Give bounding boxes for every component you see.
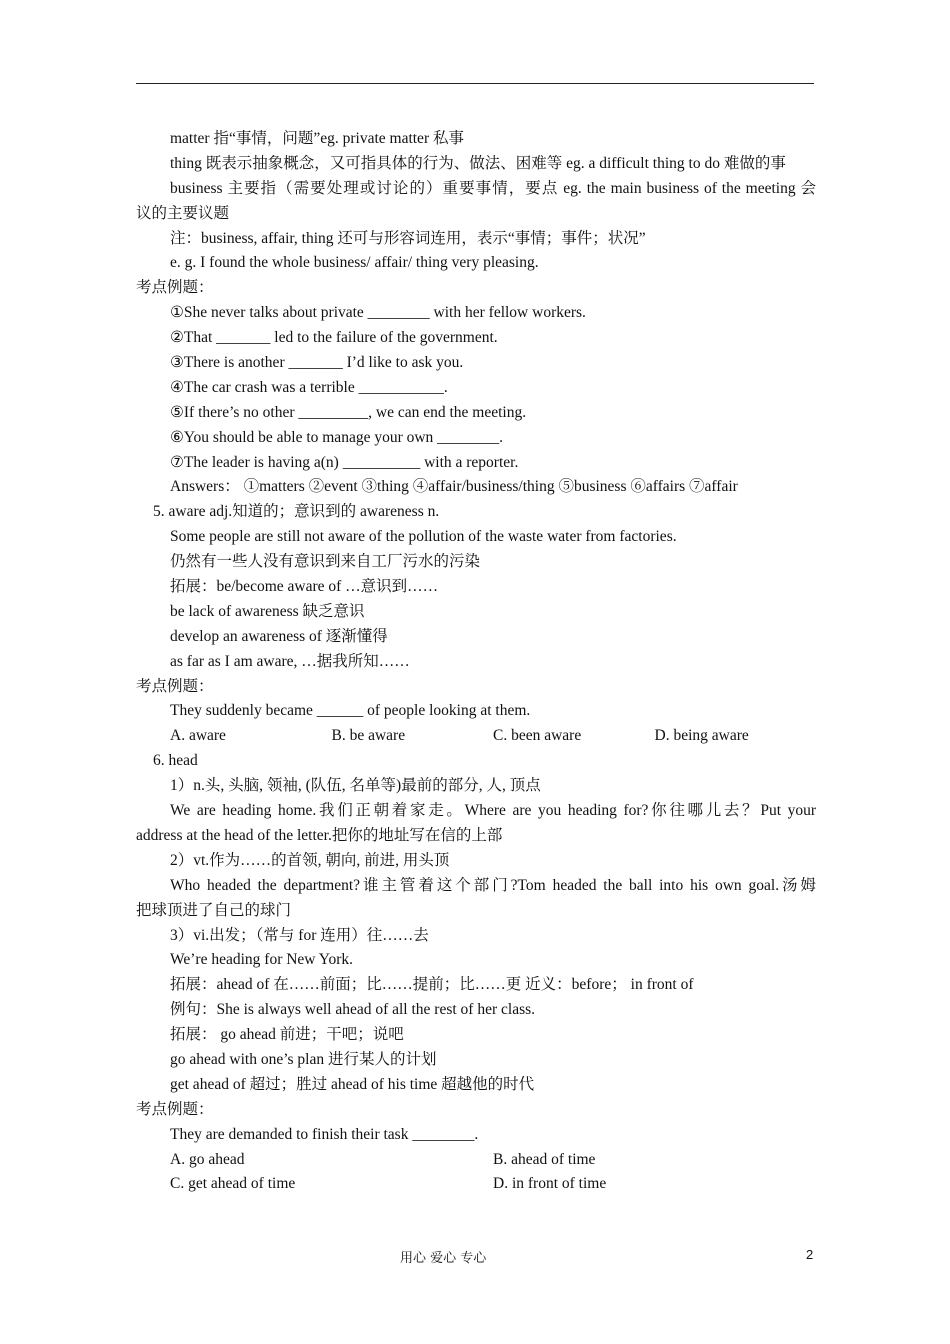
option-a: A. go ahead [170, 1150, 245, 1168]
text-line: 2）vt.作为……的首领, 朝向, 前进, 用头顶 [170, 851, 450, 869]
option-b: B. be aware [331, 727, 406, 745]
section-heading: 考点例题： [136, 279, 214, 297]
text-line: 注：business, affair, thing 还可与形容词连用，表示“事情；事件；状况” [170, 229, 646, 247]
footer-motto: 用心 爱心 专心 [400, 1251, 487, 1266]
exercise-item: ⑥You should be able to manage your own ________. [170, 428, 504, 446]
text-line: thing 既表示抽象概念，又可指具体的行为、做法、困难等 eg. a difficult thing to do 难做的事 [170, 154, 786, 172]
exercise-item: They are demanded to finish their task ________. [170, 1125, 479, 1143]
text-line: address at the head of the letter.把你的地址写在信的上部 [136, 826, 503, 844]
exercise-item: ④The car crash was a terrible ___________. [170, 378, 448, 396]
options-row [136, 724, 816, 749]
exercise-item: ⑦The leader is having a(n) __________ with a reporter. [170, 453, 519, 471]
section-heading: 考点例题： [136, 1100, 214, 1118]
text-line: 例句：She is always well ahead of all the rest of her class. [170, 1001, 536, 1019]
text-line: get ahead of 超过；胜过 ahead of his time 超越他的时代 [170, 1075, 535, 1093]
exercise-item: They suddenly became ______ of people looking at them. [170, 702, 531, 720]
page-number: 2 [806, 1247, 814, 1262]
option-d: D. in front of time [493, 1175, 607, 1193]
document-body [136, 127, 816, 1197]
text-line: be lack of awareness 缺乏意识 [170, 602, 365, 620]
text-line: 把球顶进了自己的球门 [136, 901, 292, 919]
exercise-item: ⑤If there’s no other _________, we can end the meeting. [170, 403, 527, 421]
text-line: 3）vi.出发；（常与 for 连用）往……去 [170, 926, 429, 944]
text-line: business 主要指（需要处理或讨论的）重要事情，要点 eg. the main business of the meeting 会 [170, 179, 816, 197]
text-line: matter 指“事情，问题”eg. private matter 私事 [170, 130, 464, 147]
answers-line: Answers： ①matters ②event ③thing ④affair/business/thing ⑤business ⑥affairs ⑦affair [170, 478, 738, 496]
options-row [136, 1172, 816, 1197]
header-rule [136, 83, 814, 84]
option-d: D. being aware [654, 727, 749, 745]
text-line: 拓展：be/become aware of …意识到…… [170, 578, 439, 596]
text-line: Who headed the department?谁主管着这个部门?Tom headed the ball into his own goal.汤姆 [170, 876, 816, 894]
text-line: 议的主要议题 [136, 204, 230, 222]
text-line: develop an awareness of 逐渐懂得 [170, 627, 388, 645]
text-line: We are heading home.我们正朝着家走。Where are you heading for?你往哪儿去？Put your [170, 802, 816, 820]
option-a: A. aware [170, 727, 226, 745]
entry-heading: 5. aware adj.知道的；意识到的 awareness n. [153, 503, 440, 521]
text-line: go ahead with one’s plan 进行某人的计划 [170, 1050, 437, 1068]
text-line: e. g. I found the whole business/ affair/ thing very pleasing. [170, 254, 539, 272]
exercise-item: ②That _______ led to the failure of the government. [170, 329, 498, 347]
option-c: C. been aware [493, 727, 582, 745]
text-line: 拓展：ahead of 在……前面；比……提前；比……更 近义：before； in front of [170, 976, 694, 994]
text-line: 拓展： go ahead 前进；干吧；说吧 [170, 1026, 404, 1044]
text-line: Some people are still not aware of the pollution of the waste water from factories. [170, 528, 677, 546]
entry-heading: 6. head [153, 752, 198, 770]
section-heading: 考点例题： [136, 677, 214, 695]
text-line: 1）n.头, 头脑, 领袖, (队伍, 名单等)最前的部分, 人, 顶点 [170, 777, 541, 795]
exercise-item: ③There is another _______ I’d like to ask you. [170, 354, 464, 372]
exercise-item: ①She never talks about private ________ with her fellow workers. [170, 304, 586, 322]
options-row [136, 1148, 816, 1173]
text-line: as far as I am aware, …据我所知…… [170, 652, 410, 670]
option-c: C. get ahead of time [170, 1175, 296, 1193]
option-b: B. ahead of time [493, 1150, 596, 1168]
text-line: We’re heading for New York. [170, 951, 353, 969]
text-line: 仍然有一些人没有意识到来自工厂污水的污染 [170, 553, 481, 571]
